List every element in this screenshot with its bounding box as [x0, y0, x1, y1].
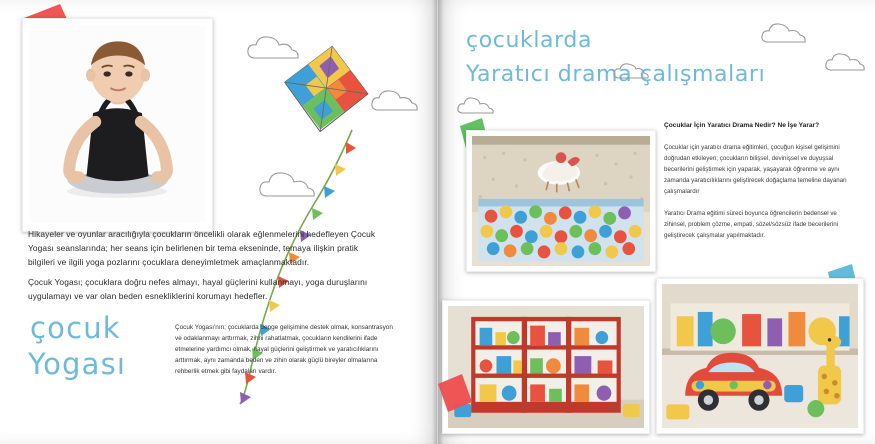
left-title-line-2: Yogası [28, 347, 127, 381]
photo-boy-yoga [22, 18, 213, 232]
right-body-1: Çocuklar için yaratıcı drama eğitimleri, çocuğun kişisel gelişimini doğrudan etkileyen; çocukların bilişsel, devinişsel ve duyuşsal becerilerini geliştirmek için yaparak, yaşayarak öğrenme ve aynı zamanda yaratıcılıklarını geliştirecek doğaçlama temeline dayanan çalışmalardır [664, 144, 847, 196]
photo-toys-image [662, 284, 858, 428]
photo-ball-pit [466, 130, 656, 272]
cloud-7-icon [612, 62, 652, 82]
left-paragraph-1: Hikayeler ve oyunlar aracılığıyla çocukların öncelikli olarak eğlenmelerini hedefleyen Çocuk Yogası seanslarında; her seans için belirlenen bir tema ekseninde, temaya ilişkin pratik bilgileri ve ilgili yoga pozlarını çocuklara deneyimletmek amaçlanmaktadır. [28, 229, 376, 267]
cloud-2-icon [370, 88, 426, 116]
cloud-6-icon [456, 96, 498, 118]
right-body-2: Yaratıcı Drama eğitimi süreci boyunca öğrencilerin bedensel ve zihinsel, problem çözme, empati, sözel/sözsüz ifade becerilerini geliştirecek çalışmalar yapılmaktadır. [664, 210, 839, 240]
left-title-line-1: çocuk [30, 311, 121, 345]
right-subheading: Çocuklar İçin Yaratıcı Drama Nedir? Ne İşe Yarar? [664, 122, 820, 129]
cloud-5-icon [824, 52, 870, 76]
left-paragraph-2: Çocuk Yogası; çocuklara doğru nefes almayı, hayal güçlerini kullanmayı, yoga duruşlarını uygulamayı ve var olan beden esnekliklerini korumayı hedefler. [28, 277, 368, 301]
photo-boy-yoga-image [30, 26, 205, 222]
tape-red-shelf [436, 374, 474, 414]
left-side-column: Çocuk Yogası'nın; çocuklarda denge gelişimine destek olmak, konsantrasyon ve odaklanmayı arttırmak, zihni rahatlatmak, çocukların kendilerini ifade etmelerine yardımcı olmak, hayal güçlerini geliştirmek ve yaratıcılıklarını arttırmak, aynı zamanda beden ve zihin olarak güçlü bireyler olmalarına rehberlik etmek gibi faydaları vardır. [175, 324, 393, 376]
right-heading-line-1: çocuklarda [466, 28, 593, 53]
photo-ball-pit-image [472, 136, 650, 266]
photo-toy-shelf-image [448, 306, 644, 428]
cloud-4-icon [760, 22, 812, 48]
right-heading-line-2: Yaratıcı drama çalışmaları [466, 62, 766, 87]
photo-toys [656, 278, 864, 434]
